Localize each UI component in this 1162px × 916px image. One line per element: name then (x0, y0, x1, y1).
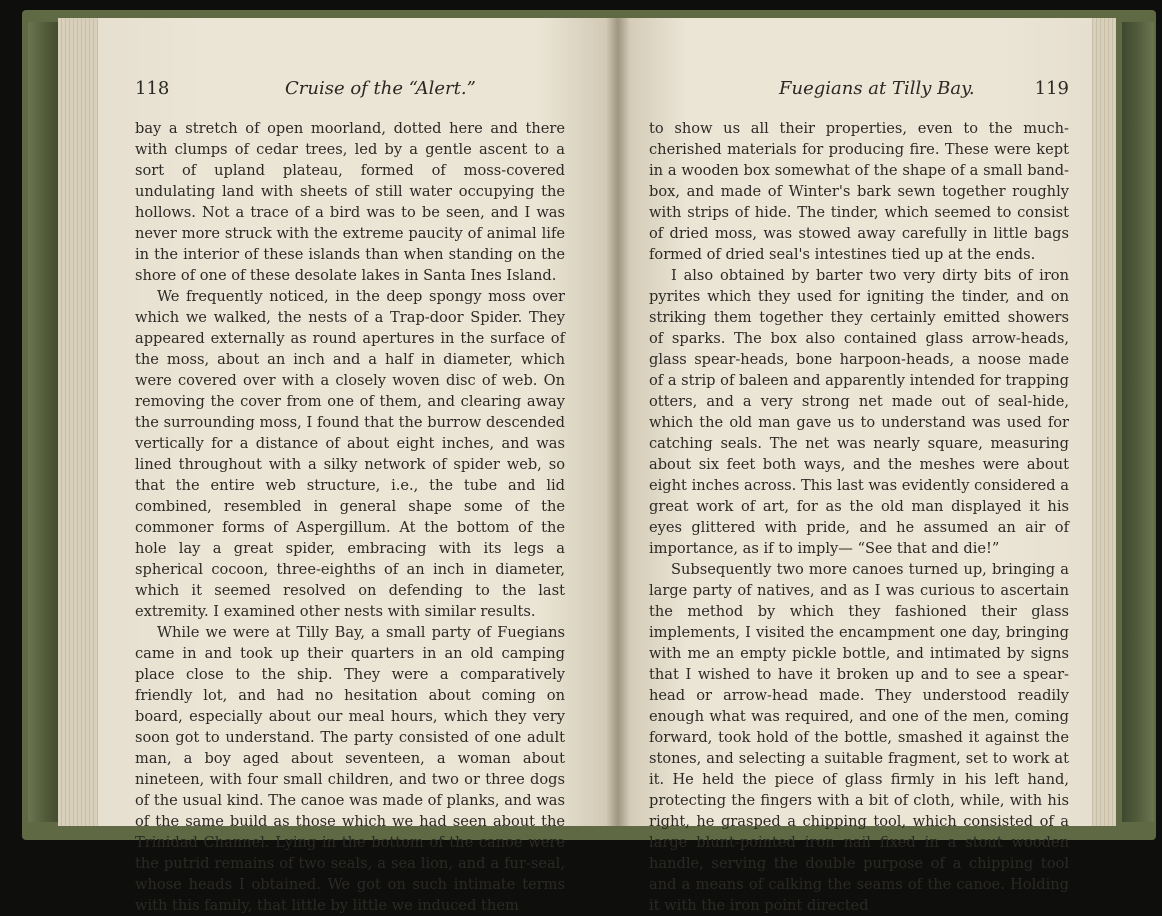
left-page-body (135, 118, 565, 916)
right-page-number: 119 (1034, 78, 1069, 99)
right-running-title: Fuegians at Tilly Bay. (779, 78, 975, 99)
right-page-body (649, 118, 1069, 916)
right-page-header (649, 78, 1069, 106)
page-stack-left (58, 18, 100, 826)
left-page-number: 118 (135, 78, 170, 99)
paragraph: I also obtained by barter two very dirty bits of iron pyrites which they used for igniting the tinder, and on striking them together they certainly emitted showers of sparks. The box also contained glass arrow-heads, glass spear-heads, bone harpoon-heads, a noose made of a strip of baleen and apparently intended for trapping otters, and a very strong net made out of seal-hide, which the old man gave us to understand was used for catching seals. The net was nearly square, measuring about six feet both ways, and the meshes were about eight inches across. This last was evidently considered a great work of art, for as the old man displayed it his eyes glittered with pride, and he assumed an air of importance, as if to imply— “See that and die!” (649, 267, 1069, 557)
paragraph: Subsequently two more canoes turned up, bringing a large party of natives, and as I was curious to ascertain the method by which they fashioned their glass implements, I visited the encampment one day, bringing with me an empty pickle bottle, and intimated by signs that I wished to have it broken up and to see a spear-head or arrow-head made. They understood readily enough what was required, and one of the men, coming forward, took hold of the bottle, smashed it against the stones, and selecting a suitable fragment, set to work at it. He held the piece of glass firmly in his left hand, protecting the fingers with a bit of cloth, while, with his right, he grasped a chipping tool, which consisted of a large blunt-pointed iron nail fixed in a stout wooden handle, serving the double purpose of a chipping tool and a means of calking the seams of the canoe. Holding it with the iron point directed (649, 561, 1069, 914)
cover-edge-right (1122, 22, 1154, 822)
book-gutter (606, 18, 630, 826)
paragraph: We frequently noticed, in the deep spongy moss over which we walked, the nests of a Trap-door Spider. They appeared externally as round apertures in the surface of the moss, about an inch and a half in diameter, which were covered over with a closely woven disc of web. On removing the cover from one of them, and clearing away the surrounding moss, I found that the burrow descended vertically for a distance of about eight inches, and was lined throughout with a silky network of spider web, so that the entire web structure, i.e., the tube and lid combined, resembled in general shape some of the commoner forms of Aspergillum. At the bottom of the hole lay a great spider, embracing with its legs a spherical cocoon, three-eighths of an inch in diameter, which it seemed resolved on defending to the last extremity. I examined other nests with similar results. (135, 288, 565, 620)
left-running-title: Cruise of the “Alert.” (285, 78, 476, 99)
cover-edge-left (28, 22, 62, 822)
left-page-header (135, 78, 565, 106)
page-stack-right (1090, 18, 1116, 826)
paragraph: While we were at Tilly Bay, a small party of Fuegians came in and took up their quarters in an old camping place close to the ship. They were a comparatively friendly lot, and had no hesitation about coming on board, especially about our meal hours, which they very soon got to understand. The party consisted of one adult man, a boy aged about seventeen, a woman about nineteen, with four small children, and two or three dogs of the usual kind. The canoe was made of planks, and was of the same build as those which we had seen about the Trinidad Channel. Lying in the bottom of the canoe were the putrid remains of two seals, a sea lion, and a fur-seal, whose heads I obtained. We got on such intimate terms with this family, that little by little we induced them (135, 624, 565, 914)
paragraph: bay a stretch of open moorland, dotted here and there with clumps of cedar trees, led by a gentle ascent to a sort of upland plateau, formed of moss-covered undulating land with sheets of still water occupying the hollows. Not a trace of a bird was to be seen, and I was never more struck with the extreme paucity of animal life in the interior of these islands than when standing on the shore of one of these desolate lakes in Santa Ines Island. (135, 120, 565, 284)
paragraph: to show us all their properties, even to the much-cherished materials for producing fire. These were kept in a wooden box somewhat of the shape of a small band-box, and made of Winter's bark sewn together roughly with strips of hide. The tinder, which seemed to consist of dried moss, was stowed away carefully in little bags formed of dried seal's intestines tied up at the ends. (649, 120, 1069, 263)
